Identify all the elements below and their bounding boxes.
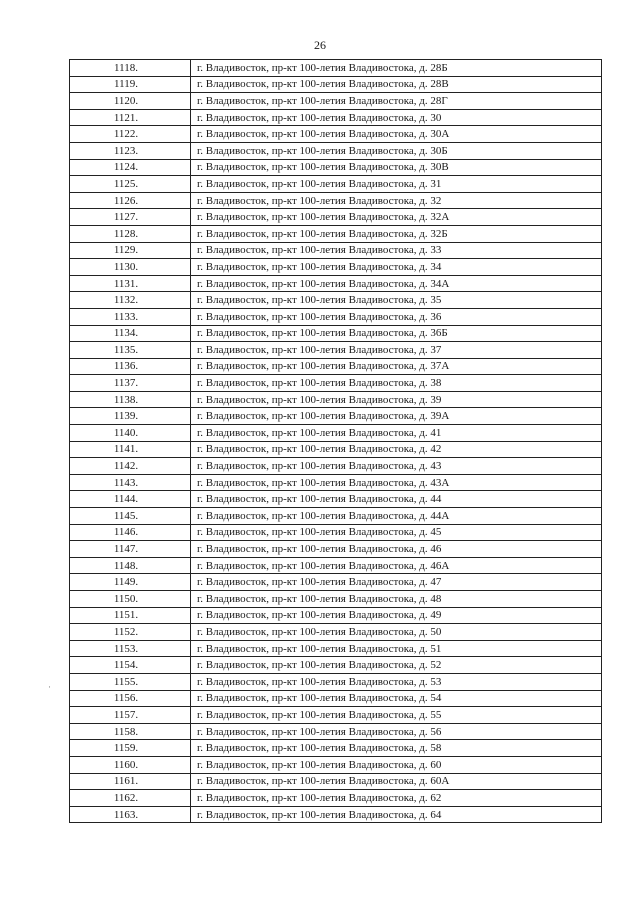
row-number: 1154.: [70, 657, 191, 674]
row-address: г. Владивосток, пр-кт 100-летия Владивостока, д. 37: [191, 342, 602, 359]
table-row: [70, 425, 602, 442]
row-address: г. Владивосток, пр-кт 100-летия Владивостока, д. 28В: [191, 76, 602, 93]
row-number: 1152.: [70, 624, 191, 641]
row-address: г. Владивосток, пр-кт 100-летия Владивостока, д. 34А: [191, 275, 602, 292]
row-address: г. Владивосток, пр-кт 100-летия Владивостока, д. 32Б: [191, 225, 602, 242]
table-row: [70, 275, 602, 292]
row-address: г. Владивосток, пр-кт 100-летия Владивостока, д. 33: [191, 242, 602, 259]
row-number: 1150.: [70, 591, 191, 608]
table-row: [70, 458, 602, 475]
row-address: г. Владивосток, пр-кт 100-летия Владивостока, д. 31: [191, 176, 602, 193]
row-number: 1130.: [70, 259, 191, 276]
row-number: 1162.: [70, 790, 191, 807]
table-row: [70, 640, 602, 657]
row-address: г. Владивосток, пр-кт 100-летия Владивостока, д. 34: [191, 259, 602, 276]
row-address: г. Владивосток, пр-кт 100-летия Владивостока, д. 60: [191, 756, 602, 773]
table-row: [70, 624, 602, 641]
table-row: [70, 690, 602, 707]
table-row: [70, 657, 602, 674]
row-address: г. Владивосток, пр-кт 100-летия Владивостока, д. 36Б: [191, 325, 602, 342]
row-address: г. Владивосток, пр-кт 100-летия Владивостока, д. 30А: [191, 126, 602, 143]
table-row: [70, 756, 602, 773]
row-number: 1151.: [70, 607, 191, 624]
row-address: г. Владивосток, пр-кт 100-летия Владивостока, д. 55: [191, 707, 602, 724]
table-row: [70, 292, 602, 309]
row-number: 1132.: [70, 292, 191, 309]
row-address: г. Владивосток, пр-кт 100-летия Владивостока, д. 46: [191, 541, 602, 558]
row-address: г. Владивосток, пр-кт 100-летия Владивостока, д. 51: [191, 640, 602, 657]
row-number: 1158.: [70, 723, 191, 740]
row-address: г. Владивосток, пр-кт 100-летия Владивостока, д. 39А: [191, 408, 602, 425]
row-address: г. Владивосток, пр-кт 100-летия Владивостока, д. 50: [191, 624, 602, 641]
row-number: 1137.: [70, 375, 191, 392]
row-address: г. Владивосток, пр-кт 100-летия Владивостока, д. 47: [191, 574, 602, 591]
row-number: 1143.: [70, 474, 191, 491]
row-number: 1118.: [70, 60, 191, 77]
page-number: 26: [314, 38, 326, 52]
table-row: [70, 607, 602, 624]
table-row: [70, 806, 602, 823]
row-address: г. Владивосток, пр-кт 100-летия Владивостока, д. 28Г: [191, 93, 602, 110]
row-number: 1125.: [70, 176, 191, 193]
table-row: [70, 524, 602, 541]
row-address: г. Владивосток, пр-кт 100-летия Владивостока, д. 30Б: [191, 142, 602, 159]
row-address: г. Владивосток, пр-кт 100-летия Владивостока, д. 58: [191, 740, 602, 757]
table-row: [70, 209, 602, 226]
table-row: [70, 740, 602, 757]
table-row: [70, 707, 602, 724]
row-number: 1159.: [70, 740, 191, 757]
row-address: г. Владивосток, пр-кт 100-летия Владивостока, д. 43А: [191, 474, 602, 491]
row-address: г. Владивосток, пр-кт 100-летия Владивостока, д. 62: [191, 790, 602, 807]
row-address: г. Владивосток, пр-кт 100-летия Владивостока, д. 36: [191, 308, 602, 325]
row-number: 1133.: [70, 308, 191, 325]
table-row: [70, 109, 602, 126]
table-row: [70, 723, 602, 740]
row-number: 1147.: [70, 541, 191, 558]
table-row: [70, 126, 602, 143]
row-address: г. Владивосток, пр-кт 100-летия Владивостока, д. 32А: [191, 209, 602, 226]
row-address: г. Владивосток, пр-кт 100-летия Владивостока, д. 46А: [191, 557, 602, 574]
table-row: [70, 491, 602, 508]
table-row: [70, 142, 602, 159]
row-address: г. Владивосток, пр-кт 100-летия Владивостока, д. 44А: [191, 508, 602, 525]
table-row: [70, 93, 602, 110]
table-row: [70, 342, 602, 359]
row-address: г. Владивосток, пр-кт 100-летия Владивостока, д. 43: [191, 458, 602, 475]
table-row: [70, 773, 602, 790]
row-number: 1120.: [70, 93, 191, 110]
table-row: [70, 242, 602, 259]
table-row: [70, 192, 602, 209]
table-row: [70, 308, 602, 325]
row-address: г. Владивосток, пр-кт 100-летия Владивостока, д. 48: [191, 591, 602, 608]
row-address: г. Владивосток, пр-кт 100-летия Владивостока, д. 39: [191, 391, 602, 408]
table-row: [70, 557, 602, 574]
table-row: [70, 441, 602, 458]
row-number: 1145.: [70, 508, 191, 525]
row-number: 1157.: [70, 707, 191, 724]
row-address: г. Владивосток, пр-кт 100-летия Владивостока, д. 60А: [191, 773, 602, 790]
table-row: [70, 375, 602, 392]
row-number: 1135.: [70, 342, 191, 359]
table-row: [70, 176, 602, 193]
table-row: [70, 474, 602, 491]
row-address: г. Владивосток, пр-кт 100-летия Владивостока, д. 37А: [191, 358, 602, 375]
row-address: г. Владивосток, пр-кт 100-летия Владивостока, д. 41: [191, 425, 602, 442]
row-number: 1123.: [70, 142, 191, 159]
table-row: [70, 408, 602, 425]
row-number: 1127.: [70, 209, 191, 226]
row-number: 1153.: [70, 640, 191, 657]
table-row: [70, 60, 602, 77]
row-number: 1155.: [70, 673, 191, 690]
row-address: г. Владивосток, пр-кт 100-летия Владивостока, д. 30: [191, 109, 602, 126]
row-address: г. Владивосток, пр-кт 100-летия Владивостока, д. 54: [191, 690, 602, 707]
row-number: 1121.: [70, 109, 191, 126]
row-address: г. Владивосток, пр-кт 100-летия Владивостока, д. 44: [191, 491, 602, 508]
row-number: 1138.: [70, 391, 191, 408]
row-address: г. Владивосток, пр-кт 100-летия Владивостока, д. 53: [191, 673, 602, 690]
row-address: г. Владивосток, пр-кт 100-летия Владивостока, д. 35: [191, 292, 602, 309]
table-row: [70, 574, 602, 591]
table-row: [70, 225, 602, 242]
table-row: [70, 391, 602, 408]
table-row: [70, 790, 602, 807]
row-number: 1126.: [70, 192, 191, 209]
address-table-body: [70, 60, 602, 823]
row-address: г. Владивосток, пр-кт 100-летия Владивостока, д. 42: [191, 441, 602, 458]
row-number: 1163.: [70, 806, 191, 823]
table-row: [70, 358, 602, 375]
row-number: 1161.: [70, 773, 191, 790]
table-row: [70, 159, 602, 176]
table-row: [70, 259, 602, 276]
row-number: 1148.: [70, 557, 191, 574]
table-row: [70, 508, 602, 525]
row-number: 1131.: [70, 275, 191, 292]
row-number: 1122.: [70, 126, 191, 143]
row-number: 1141.: [70, 441, 191, 458]
row-number: 1136.: [70, 358, 191, 375]
row-address: г. Владивосток, пр-кт 100-летия Владивостока, д. 52: [191, 657, 602, 674]
row-number: 1142.: [70, 458, 191, 475]
row-number: 1139.: [70, 408, 191, 425]
row-number: 1149.: [70, 574, 191, 591]
table-row: [70, 591, 602, 608]
row-number: 1156.: [70, 690, 191, 707]
table-row: [70, 673, 602, 690]
row-number: 1129.: [70, 242, 191, 259]
row-address: г. Владивосток, пр-кт 100-летия Владивостока, д. 64: [191, 806, 602, 823]
table-row: [70, 325, 602, 342]
row-number: 1119.: [70, 76, 191, 93]
margin-mark: ·: [48, 682, 51, 692]
row-address: г. Владивосток, пр-кт 100-летия Владивостока, д. 45: [191, 524, 602, 541]
row-number: 1128.: [70, 225, 191, 242]
row-address: г. Владивосток, пр-кт 100-летия Владивостока, д. 56: [191, 723, 602, 740]
row-address: г. Владивосток, пр-кт 100-летия Владивостока, д. 30В: [191, 159, 602, 176]
table-row: [70, 76, 602, 93]
row-number: 1140.: [70, 425, 191, 442]
address-table: [69, 59, 602, 823]
row-number: 1160.: [70, 756, 191, 773]
table-row: [70, 541, 602, 558]
row-number: 1146.: [70, 524, 191, 541]
row-address: г. Владивосток, пр-кт 100-летия Владивостока, д. 28Б: [191, 60, 602, 77]
row-number: 1124.: [70, 159, 191, 176]
row-address: г. Владивосток, пр-кт 100-летия Владивостока, д. 38: [191, 375, 602, 392]
row-number: 1134.: [70, 325, 191, 342]
row-address: г. Владивосток, пр-кт 100-летия Владивостока, д. 32: [191, 192, 602, 209]
row-number: 1144.: [70, 491, 191, 508]
row-address: г. Владивосток, пр-кт 100-летия Владивостока, д. 49: [191, 607, 602, 624]
